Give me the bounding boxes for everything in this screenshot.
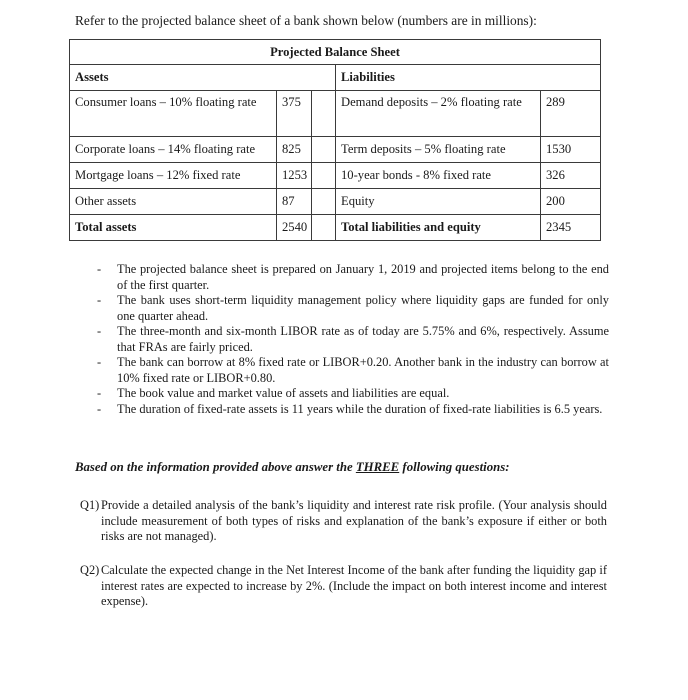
liability-value: 1530 bbox=[541, 137, 601, 163]
list-item-text: The duration of fixed-rate assets is 11 years while the duration of fixed-rate liabilities is 6.5 years. bbox=[117, 401, 603, 416]
total-assets-value: 2540 bbox=[277, 215, 312, 241]
questions-heading bbox=[75, 460, 509, 475]
bullet-dash: - bbox=[97, 293, 102, 307]
bullet-dash: - bbox=[97, 355, 102, 369]
asset-value: 825 bbox=[277, 137, 312, 163]
bullet-dash: - bbox=[97, 262, 102, 276]
bullet-dash: - bbox=[97, 324, 102, 338]
list-item-text: The three-month and six-month LIBOR rate as of today are 5.75% and 6%, respectively. Assume that FRAs are fairly priced. bbox=[117, 324, 609, 354]
question-2 bbox=[80, 563, 607, 610]
question-label: Q2) bbox=[80, 563, 100, 577]
liability-label: Demand deposits – 2% floating rate bbox=[336, 91, 541, 137]
spacer-cell bbox=[312, 137, 336, 163]
list-item bbox=[97, 386, 609, 402]
list-item bbox=[97, 355, 609, 386]
asset-label: Consumer loans – 10% floating rate bbox=[70, 91, 277, 137]
liability-value: 326 bbox=[541, 163, 601, 189]
question-text: Calculate the expected change in the Net Interest Income of the bank after funding the liquidity gap if interest rates are expected to increase by 2%. (Include the impact on both interest income and interest expense). bbox=[101, 563, 607, 608]
table-row bbox=[70, 163, 601, 189]
asset-label: Other assets bbox=[70, 189, 277, 215]
asset-label: Mortgage loans – 12% fixed rate bbox=[70, 163, 277, 189]
assets-header: Assets bbox=[70, 65, 336, 91]
list-item bbox=[97, 293, 609, 324]
list-item bbox=[97, 402, 609, 418]
list-item-text: The bank uses short-term liquidity management policy where liquidity gaps are funded for only one quarter ahead. bbox=[117, 293, 609, 323]
total-assets-label: Total assets bbox=[70, 215, 277, 241]
list-item bbox=[97, 324, 609, 355]
heading-emphasis: THREE bbox=[355, 460, 400, 474]
spacer-cell bbox=[312, 215, 336, 241]
heading-text-end: following questions: bbox=[399, 460, 510, 474]
question-text: Provide a detailed analysis of the bank’s liquidity and interest rate risk profile. (Your analysis should include measurement of both types of risks and explanation of the bank’s exposure if either or both risks are not managed). bbox=[101, 498, 607, 543]
intro-text: Refer to the projected balance sheet of a bank shown below (numbers are in millions): bbox=[75, 13, 537, 28]
table-row bbox=[70, 189, 601, 215]
table-total-row bbox=[70, 215, 601, 241]
asset-value: 87 bbox=[277, 189, 312, 215]
spacer-cell bbox=[312, 189, 336, 215]
asset-value: 1253 bbox=[277, 163, 312, 189]
asset-value: 375 bbox=[277, 91, 312, 137]
total-liabilities-label: Total liabilities and equity bbox=[336, 215, 541, 241]
liabilities-header: Liabilities bbox=[336, 65, 601, 91]
question-label: Q1) bbox=[80, 498, 100, 512]
liability-value: 289 bbox=[541, 91, 601, 137]
list-item-text: The projected balance sheet is prepared on January 1, 2019 and projected items belong to the end of the first quarter. bbox=[117, 262, 609, 292]
assumptions-list bbox=[97, 262, 609, 417]
liability-label: Term deposits – 5% floating rate bbox=[336, 137, 541, 163]
bullet-dash: - bbox=[97, 386, 102, 400]
table-title: Projected Balance Sheet bbox=[70, 40, 601, 65]
list-item-text: The bank can borrow at 8% fixed rate or LIBOR+0.20. Another bank in the industry can borrow at 10% fixed rate or LIBOR+0.80. bbox=[117, 355, 609, 385]
asset-label: Corporate loans – 14% floating rate bbox=[70, 137, 277, 163]
liability-label: Equity bbox=[336, 189, 541, 215]
question-1 bbox=[80, 498, 607, 545]
liability-label: 10-year bonds - 8% fixed rate bbox=[336, 163, 541, 189]
spacer-cell bbox=[312, 163, 336, 189]
list-item-text: The book value and market value of assets and liabilities are equal. bbox=[117, 386, 450, 400]
total-liabilities-value: 2345 bbox=[541, 215, 601, 241]
table-row bbox=[70, 91, 601, 137]
bullet-dash: - bbox=[97, 401, 102, 416]
heading-text: Based on the information provided above answer the bbox=[75, 460, 356, 474]
table-row bbox=[70, 137, 601, 163]
liability-value: 200 bbox=[541, 189, 601, 215]
spacer-cell bbox=[312, 91, 336, 137]
list-item bbox=[97, 262, 609, 293]
balance-sheet-table bbox=[69, 39, 601, 241]
